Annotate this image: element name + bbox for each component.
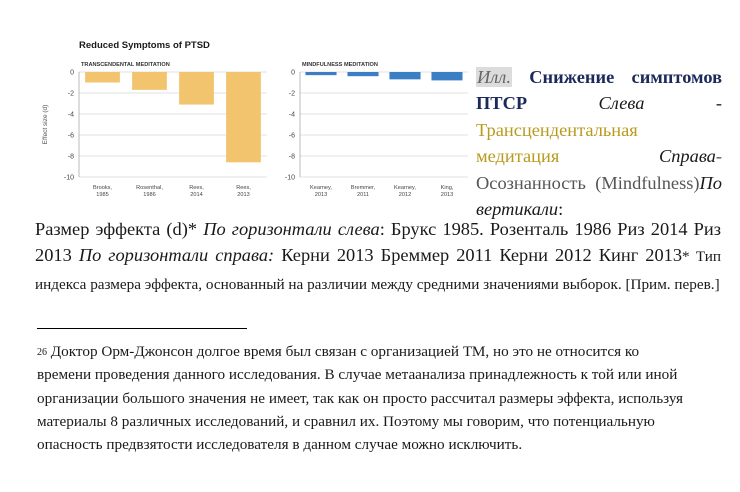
y-tick-label: -6: [288, 132, 295, 140]
x-tick-label: King,: [440, 185, 454, 191]
horizontal-left-label: По горизонтали слева: [203, 219, 380, 239]
x-tick-label: 2013: [440, 192, 454, 198]
y-tick-label: -10: [284, 174, 295, 182]
y-tick-label: -2: [288, 90, 295, 98]
x-tick-label: 2012: [398, 192, 412, 198]
x-tick-label: 2013: [237, 192, 250, 198]
x-tick-label: 2013: [314, 192, 328, 198]
bar: [226, 72, 261, 162]
x-tick-label: Rosenthal,: [136, 185, 163, 191]
y-tick-label: -4: [288, 111, 295, 119]
horizontal-right-label: По горизонтали справа:: [78, 245, 275, 265]
x-tick-label: 2011: [356, 192, 370, 198]
caption-title: Снижение симптомов ПТСР: [476, 67, 722, 114]
footnote-number: 26: [37, 347, 47, 358]
caption-vertical-word: По вертикали: [476, 172, 722, 220]
caption-label: Илл.: [477, 67, 511, 87]
translator-note: * Тип индекса размера эффекта, основанный на различии между средними значениями выборок. [Прим. перев.]: [35, 248, 722, 293]
bar: [389, 72, 420, 79]
x-tick-label: 1986: [143, 192, 156, 198]
y-tick-label: -6: [67, 132, 74, 140]
y-tick-label: -2: [67, 90, 74, 98]
bar: [431, 72, 462, 80]
y-tick-label: -4: [67, 111, 74, 119]
ptsd-chart: [30, 30, 475, 210]
x-tick-label: Brooks,: [93, 185, 112, 191]
footnote: [37, 340, 687, 456]
x-tick-label: Kearney,: [394, 185, 416, 191]
left-study-list: : Брукс 1985. Розенталь 1986 Риз 2014 Риз 2013: [35, 219, 721, 265]
x-tick-label: Rees,: [236, 185, 251, 191]
bar: [132, 72, 167, 90]
y-tick-label: -8: [67, 153, 74, 161]
footnote-separator: [37, 328, 247, 329]
caption-continuation: [35, 216, 721, 298]
effect-size-text: Размер эффекта (d)*: [35, 219, 198, 239]
x-tick-label: Kearney,: [310, 185, 332, 191]
caption-right-word: Справа: [658, 146, 716, 167]
chart-title: Reduced Symptoms of PTSD: [79, 40, 210, 51]
figure-caption: Илл. Снижение симптомов ПТСР Слева - Трансцендентальная медитация Справа- Осознанность (Mindfulness)По вертикали:: [476, 67, 722, 220]
bar: [305, 72, 336, 75]
caption-left-word: Слева: [598, 93, 645, 114]
x-tick-label: Bremmer,: [350, 185, 376, 191]
y-tick-label: -8: [288, 153, 295, 161]
panel-title: MINDFULNESS MEDITATION: [302, 62, 378, 68]
bar: [179, 72, 214, 105]
y-tick-label: -10: [63, 174, 74, 182]
caption-tm: Трансцендентальная медитация: [476, 119, 638, 167]
right-study-list: Керни 2013 Бреммер 2011 Керни 2012 Кинг 2013: [281, 245, 683, 265]
x-tick-label: Rees,: [189, 185, 204, 191]
y-tick-label: 0: [70, 69, 74, 77]
caption-right-text: - Осознанность (Mindfulness): [476, 146, 722, 193]
x-tick-label: 1985: [96, 192, 109, 198]
bar: [85, 72, 120, 83]
y-axis-label: Effect size (d): [42, 104, 49, 145]
caption-dash: -: [715, 93, 722, 114]
y-tick-label: 0: [291, 69, 295, 77]
panel-title: TRANSCENDENTAL MEDITATION: [81, 62, 170, 68]
footnote-text: Доктор Орм-Джонсон долгое время был связан с организацией ТМ, но это не относится ко времени проведения данного исследования. В случае метаанализа принадлежность к той или иной организации большого значения не имеет, так как он просто рассчитал размеры эффекта, используя материалы 8 различных исследований, и сравнил их. Поэтому мы говорим, что потенциальную опасность предвзятости исследователя в данном случае можно исключить.: [37, 343, 684, 454]
bar: [347, 72, 378, 76]
x-tick-label: 2014: [190, 192, 203, 198]
